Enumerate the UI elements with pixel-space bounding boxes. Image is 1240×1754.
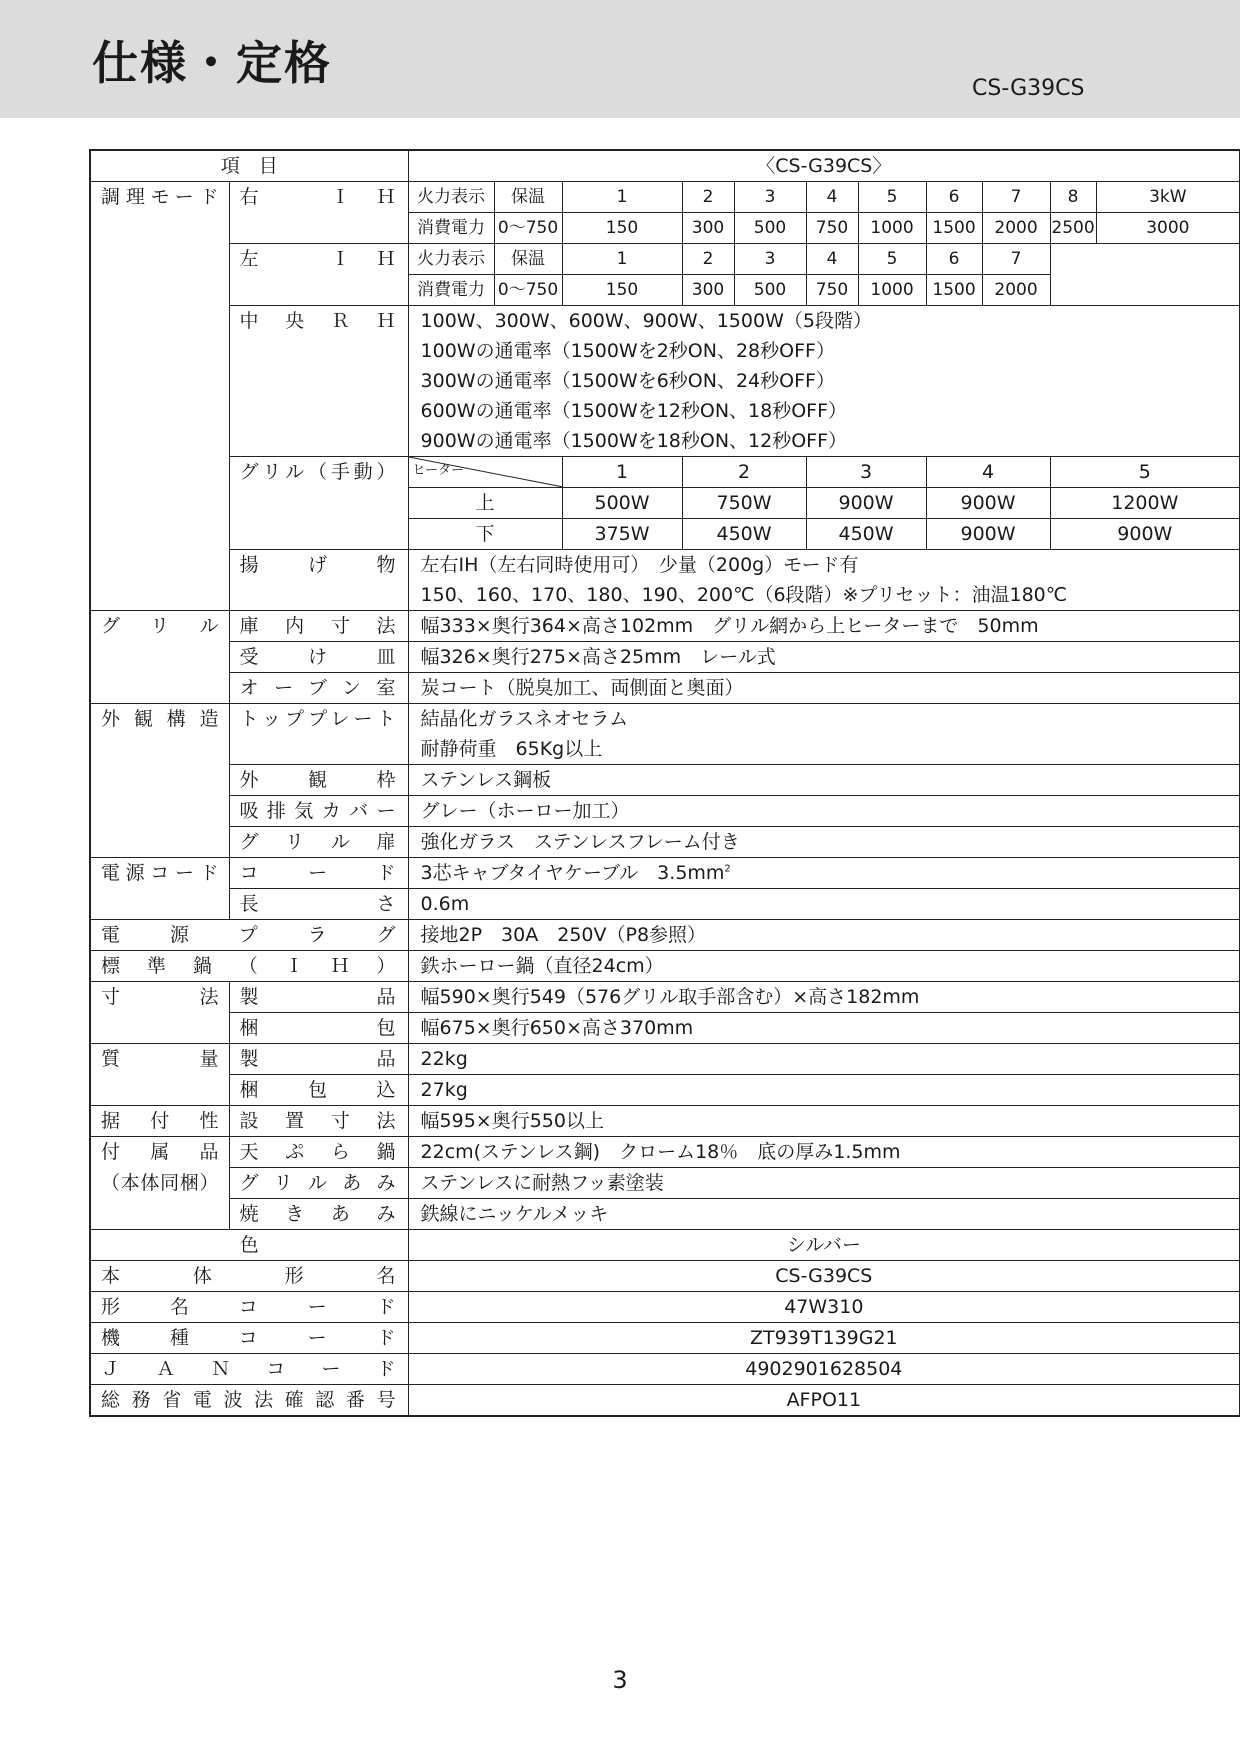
spec-value: ステンレスに耐熱フッ素塗装: [408, 1168, 1240, 1199]
color-label: 色: [90, 1230, 408, 1261]
table-cell: 1200W: [1050, 488, 1240, 519]
table-cell: 1: [562, 457, 682, 488]
spec-value: 47W310: [408, 1292, 1240, 1323]
table-row: [90, 642, 1240, 673]
table-cell: 3: [734, 244, 806, 275]
sub-left-ih: 左 ＩＨ: [229, 244, 408, 306]
spec-value: 耐静荷重 65Kg以上: [408, 734, 1240, 765]
spec-value: グレー（ホーロー加工）: [408, 796, 1240, 827]
table-cell: 1: [562, 244, 682, 275]
table-header-row: [90, 150, 1240, 182]
table-cell: 150: [562, 275, 682, 306]
power-consumption-label: 消費電力: [408, 275, 494, 306]
table-cell: 保温: [494, 182, 562, 213]
table-cell: 900W: [806, 488, 926, 519]
table-row: [90, 1106, 1240, 1137]
table-row: [90, 1075, 1240, 1106]
table-cell: 保温: [494, 244, 562, 275]
lower-heater-label: 下: [408, 519, 562, 550]
spec-value: 幅595×奥行550以上: [408, 1106, 1240, 1137]
table-cell: 150: [562, 213, 682, 244]
table-row: [90, 244, 1240, 275]
table-cell: 2: [682, 457, 806, 488]
table-row: [90, 1168, 1240, 1199]
sub-label: 庫内寸法: [229, 611, 408, 642]
table-cell: 2000: [982, 213, 1050, 244]
table-cell: 3000: [1096, 213, 1240, 244]
table-row: [90, 858, 1240, 889]
table-cell: 5: [1050, 457, 1240, 488]
table-row: [90, 889, 1240, 920]
sub-label: トッププレート: [229, 704, 408, 765]
table-cell: 1500: [926, 213, 982, 244]
table-row: [90, 1199, 1240, 1230]
table-row: [90, 673, 1240, 704]
category-standard-pot: 標準鍋（ＩＨ）: [90, 951, 408, 982]
heater-label: ヒーター: [412, 463, 464, 478]
table-row: [90, 1354, 1240, 1385]
spec-value: 27kg: [408, 1075, 1240, 1106]
spec-value: 4902901628504: [408, 1354, 1240, 1385]
spec-value: [408, 858, 1240, 889]
table-cell: 1500: [926, 275, 982, 306]
table-cell: 0～750: [494, 275, 562, 306]
table-cell: 5: [858, 182, 926, 213]
table-cell: 8: [1050, 182, 1096, 213]
spec-value: 幅333×奥行364×高さ102mm グリル網から上ヒーターまで 50mm: [408, 611, 1240, 642]
table-cell: 3: [734, 182, 806, 213]
sub-label: 受け皿: [229, 642, 408, 673]
table-row: [90, 1230, 1240, 1261]
table-row: [90, 1013, 1240, 1044]
category-exterior: 外観構造: [90, 704, 229, 858]
sub-label: グリルあみ: [229, 1168, 408, 1199]
heater-diagonal-header: [408, 457, 562, 488]
model-code-label: 形名コード: [90, 1292, 408, 1323]
category-dimensions: 寸法: [90, 982, 229, 1044]
table-row: [90, 951, 1240, 982]
fried-line: 150、160、170、180、190、200℃（6段階）※プリセット：油温180℃: [408, 580, 1240, 611]
table-row: [90, 920, 1240, 951]
table-cell: 6: [926, 244, 982, 275]
sub-label: オーブン室: [229, 673, 408, 704]
table-cell: 0～750: [494, 213, 562, 244]
spec-value: 結晶化ガラスネオセラム: [408, 704, 1240, 735]
center-rh-line: 100W、300W、600W、900W、1500W（5段階）: [408, 306, 1240, 337]
sub-label: 天ぷら鍋: [229, 1137, 408, 1168]
table-row: [90, 796, 1240, 827]
model-name-label: 本体形名: [90, 1261, 408, 1292]
spec-table: [89, 149, 1240, 1417]
power-level-label: 火力表示: [408, 244, 494, 275]
table-cell: 3: [806, 457, 926, 488]
empty-cell: [90, 1199, 229, 1230]
sub-label: 梱包込: [229, 1075, 408, 1106]
fried-line: 左右IH（左右同時使用可） 少量（200g）モード有: [408, 550, 1240, 581]
center-rh-line: 900Wの通電率（1500Wを18秒ON、12秒OFF）: [408, 426, 1240, 457]
table-row: [90, 1137, 1240, 1168]
page-title: 仕様・定格: [92, 36, 332, 90]
category-grill: グリル: [90, 611, 229, 704]
spec-value: 鉄ホーロー鍋（直径24cm）: [408, 951, 1240, 982]
table-cell: 750W: [682, 488, 806, 519]
spec-value: ZT939T139G21: [408, 1323, 1240, 1354]
spec-value: 幅590×奥行549（576グリル取手部含む）×高さ182mm: [408, 982, 1240, 1013]
table-cell: 500: [734, 275, 806, 306]
table-cell: 900W: [926, 488, 1050, 519]
table-cell: 2000: [982, 275, 1050, 306]
category-power-plug: 電源プラグ: [90, 920, 408, 951]
table-row: [90, 765, 1240, 796]
machine-code-label: 機種コード: [90, 1323, 408, 1354]
table-row: [90, 1044, 1240, 1075]
spec-value: 0.6m: [408, 889, 1240, 920]
table-cell: 500: [734, 213, 806, 244]
table-cell: 4: [806, 244, 858, 275]
table-row: [90, 827, 1240, 858]
sub-label: 外観枠: [229, 765, 408, 796]
sub-label: グリル扉: [229, 827, 408, 858]
table-cell: 1000: [858, 213, 926, 244]
table-row: [90, 1385, 1240, 1417]
power-level-label: 火力表示: [408, 182, 494, 213]
power-consumption-label: 消費電力: [408, 213, 494, 244]
table-cell: 2: [682, 182, 734, 213]
spec-value: 強化ガラス ステンレスフレーム付き: [408, 827, 1240, 858]
upper-heater-label: 上: [408, 488, 562, 519]
table-cell: 900W: [1050, 519, 1240, 550]
spec-value: 炭コート（脱臭加工、両側面と奥面）: [408, 673, 1240, 704]
table-cell: 750: [806, 213, 858, 244]
sub-center-rh: 中央ＲＨ: [229, 306, 408, 457]
table-cell: 2500: [1050, 213, 1096, 244]
sub-label: 設置寸法: [229, 1106, 408, 1137]
spec-value: ステンレス鋼板: [408, 765, 1240, 796]
sub-grill-manual: グリル（手動）: [229, 457, 408, 550]
sub-right-ih: 右 ＩＨ: [229, 182, 408, 244]
center-rh-line: 600Wの通電率（1500Wを12秒ON、18秒OFF）: [408, 396, 1240, 426]
table-cell: 300: [682, 275, 734, 306]
page-number: 3: [612, 1666, 628, 1694]
spec-value: AFPO11: [408, 1385, 1240, 1417]
table-row: [90, 1261, 1240, 1292]
spec-value: 幅326×奥行275×高さ25mm レール式: [408, 642, 1240, 673]
table-row: [90, 611, 1240, 642]
category-accessories: 付属品: [90, 1137, 229, 1168]
empty-cell: [1050, 244, 1240, 306]
sub-label: 長さ: [229, 889, 408, 920]
sub-label: 梱包: [229, 1013, 408, 1044]
table-row: [90, 982, 1240, 1013]
radio-law-label: 総務省電波法確認番号: [90, 1385, 408, 1417]
table-cell: 4: [926, 457, 1050, 488]
jan-code-label: ＪＡＮコード: [90, 1354, 408, 1385]
category-mass: 質量: [90, 1044, 229, 1106]
table-cell: 6: [926, 182, 982, 213]
table-row: [90, 1323, 1240, 1354]
table-cell: 3kW: [1096, 182, 1240, 213]
table-cell: 900W: [926, 519, 1050, 550]
sub-label: 焼きあみ: [229, 1199, 408, 1230]
category-cooking-mode: 調理モード: [90, 182, 229, 611]
item-header: 項 目: [90, 150, 408, 182]
cord-value: 3芯キャブタイヤケーブル 3.5mm: [420, 862, 725, 884]
table-cell: 450W: [682, 519, 806, 550]
sub-label: 吸排気カバー: [229, 796, 408, 827]
spec-value: 幅675×奥行650×高さ370mm: [408, 1013, 1240, 1044]
spec-value: CS-G39CS: [408, 1261, 1240, 1292]
center-rh-line: 300Wの通電率（1500Wを6秒ON、24秒OFF）: [408, 366, 1240, 396]
sub-label: コード: [229, 858, 408, 889]
table-cell: 750: [806, 275, 858, 306]
table-cell: 7: [982, 182, 1050, 213]
category-power-cord: 電源コード: [90, 858, 229, 920]
category-accessories-note: （本体同梱）: [90, 1168, 229, 1199]
sub-fried: 揚げ物: [229, 550, 408, 611]
table-row: [90, 306, 1240, 337]
superscript: 2: [724, 863, 731, 875]
table-cell: 5: [858, 244, 926, 275]
table-cell: 300: [682, 213, 734, 244]
header-model-number: CS-G39CS: [972, 76, 1085, 101]
spec-value: 鉄線にニッケルメッキ: [408, 1199, 1240, 1230]
table-cell: 375W: [562, 519, 682, 550]
table-row: [90, 457, 1240, 488]
table-cell: 500W: [562, 488, 682, 519]
spec-value: 22kg: [408, 1044, 1240, 1075]
table-row: [90, 182, 1240, 213]
table-cell: 7: [982, 244, 1050, 275]
sub-label: 製品: [229, 982, 408, 1013]
table-cell: 450W: [806, 519, 926, 550]
table-cell: 2: [682, 244, 734, 275]
spec-value: 接地2P 30A 250V（P8参照）: [408, 920, 1240, 951]
table-cell: 1: [562, 182, 682, 213]
model-header: 〈CS-G39CS〉: [408, 150, 1240, 182]
spec-value: シルバー: [408, 1230, 1240, 1261]
category-install: 据付性: [90, 1106, 229, 1137]
spec-value: 22cm(ステンレス鋼) クローム18％ 底の厚み1.5mm: [408, 1137, 1240, 1168]
table-cell: 4: [806, 182, 858, 213]
table-row: [90, 550, 1240, 581]
table-row: [90, 704, 1240, 735]
table-row: [90, 1292, 1240, 1323]
table-cell: 1000: [858, 275, 926, 306]
center-rh-line: 100Wの通電率（1500Wを2秒ON、28秒OFF）: [408, 336, 1240, 366]
sub-label: 製品: [229, 1044, 408, 1075]
